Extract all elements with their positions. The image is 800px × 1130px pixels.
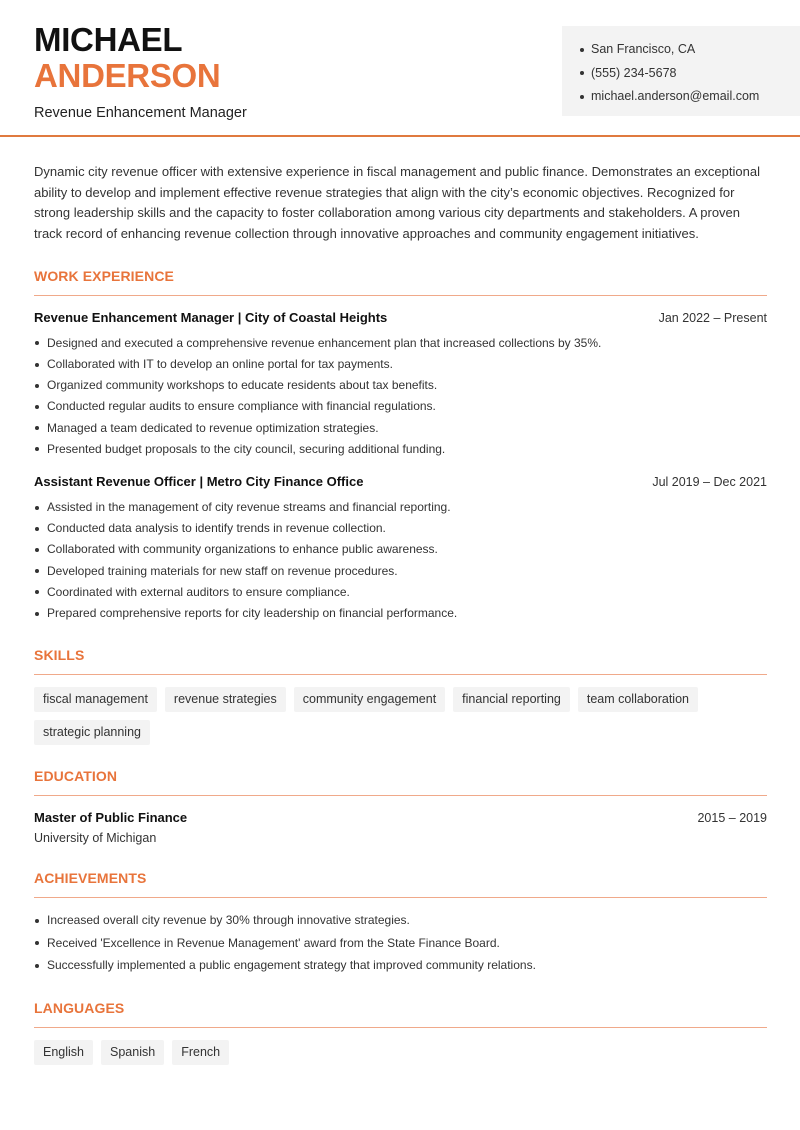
contact-email	[580, 85, 800, 109]
job-header	[34, 473, 767, 491]
contact-box	[562, 26, 800, 116]
list-item	[34, 954, 767, 977]
list-item	[34, 603, 767, 624]
contact-phone	[580, 62, 800, 86]
bullet-icon	[35, 569, 39, 573]
list-item	[34, 354, 767, 375]
languages-tags	[34, 1040, 767, 1065]
bullet-icon	[580, 48, 584, 52]
achievements-list	[34, 909, 767, 977]
phone-text: (555) 234-5678	[591, 65, 677, 80]
bullet-icon	[35, 405, 39, 409]
bullet-icon	[35, 506, 39, 510]
section-title: ACHIEVEMENTS	[34, 869, 767, 898]
education-header	[34, 809, 767, 827]
bullet-icon	[35, 919, 39, 923]
section-title: LANGUAGES	[34, 999, 767, 1028]
education-section	[34, 767, 767, 847]
bullet-text: Conducted data analysis to identify trends in revenue collection.	[47, 521, 386, 536]
skill-tag: team collaboration	[578, 687, 698, 712]
list-item	[34, 439, 767, 460]
last-name: ANDERSON	[34, 57, 221, 94]
job-dates: Jan 2022 – Present	[658, 310, 767, 325]
bullet-text: Organized community workshops to educate residents about tax benefits.	[47, 378, 438, 393]
skills-section	[34, 646, 767, 745]
school: University of Michigan	[34, 831, 157, 846]
list-item	[34, 333, 767, 354]
bullet-text: Conducted regular audits to ensure compliance with financial regulations.	[47, 399, 436, 414]
skill-tag: fiscal management	[34, 687, 157, 712]
bullet-text: Designed and executed a comprehensive revenue enhancement plan that increased collections by 35%.	[47, 335, 602, 350]
job-role: Revenue Enhancement Manager | City of Coastal Heights	[34, 309, 388, 325]
section-title: SKILLS	[34, 646, 767, 675]
bullet-text: Assisted in the management of city revenue streams and financial reporting.	[47, 500, 451, 515]
summary: Dynamic city revenue officer with extensive experience in fiscal management and public finance. Demonstrates an exceptional ability to develop and implement effective revenue strategies that align with the city’s economic objectives. Recognized for strong leadership skills and the capacity to foster collaboration among various city departments and stakeholders. A proven track record of enhancing revenue collection through innovative approaches and community engagement initiatives.	[34, 164, 760, 242]
first-name: MICHAEL	[34, 21, 183, 58]
achievement-text: Successfully implemented a public engagement strategy that improved community relations.	[47, 958, 536, 973]
bullet-text: Collaborated with community organizations to enhance public awareness.	[47, 542, 438, 557]
achievement-text: Increased overall city revenue by 30% through innovative strategies.	[47, 913, 410, 928]
list-item	[34, 518, 767, 539]
bullet-text: Prepared comprehensive reports for city leadership on financial performance.	[47, 606, 458, 621]
section-title: WORK EXPERIENCE	[34, 267, 767, 296]
bullet-icon	[35, 964, 39, 968]
bullet-icon	[35, 426, 39, 430]
job-bullets	[34, 333, 767, 460]
job-dates: Jul 2019 – Dec 2021	[652, 475, 767, 490]
list-item	[34, 418, 767, 439]
bullet-icon	[35, 941, 39, 945]
education-dates: 2015 – 2019	[697, 811, 767, 826]
list-item	[34, 539, 767, 560]
language-tag: English	[34, 1040, 93, 1065]
list-item	[34, 932, 767, 955]
bullet-icon	[35, 548, 39, 552]
degree: Master of Public Finance	[34, 810, 188, 826]
bullet-text: Collaborated with IT to develop an online portal for tax payments.	[47, 357, 393, 372]
skill-tag: revenue strategies	[165, 687, 286, 712]
bullet-icon	[35, 447, 39, 451]
job-entry	[34, 309, 767, 460]
job-role: Assistant Revenue Officer | Metro City Finance Office	[34, 474, 364, 490]
skills-tags	[34, 687, 767, 745]
bullet-text: Presented budget proposals to the city council, securing additional funding.	[47, 441, 446, 456]
bullet-icon	[35, 590, 39, 594]
list-item	[34, 561, 767, 582]
skill-tag: strategic planning	[34, 720, 150, 745]
bullet-icon	[35, 363, 39, 367]
language-tag: French	[172, 1040, 229, 1065]
bullet-text: Coordinated with external auditors to ensure compliance.	[47, 584, 350, 599]
email-text: michael.anderson@email.com	[591, 89, 760, 103]
bullet-text: Managed a team dedicated to revenue optimization strategies.	[47, 420, 379, 435]
list-item	[34, 582, 767, 603]
skill-tag: community engagement	[294, 687, 445, 712]
bullet-icon	[580, 95, 584, 99]
education-entry	[34, 809, 767, 847]
bullet-icon	[35, 384, 39, 388]
list-item	[34, 909, 767, 932]
skill-tag: financial reporting	[453, 687, 570, 712]
work-experience-section	[34, 267, 767, 624]
list-item	[34, 375, 767, 396]
list-item	[34, 396, 767, 417]
bullet-icon	[35, 341, 39, 345]
achievement-text: Received 'Excellence in Revenue Management' award from the State Finance Board.	[47, 935, 500, 950]
job-entry	[34, 473, 767, 624]
bullet-icon	[35, 612, 39, 616]
resume-body	[34, 162, 767, 1065]
section-title: EDUCATION	[34, 767, 767, 796]
job-bullets	[34, 497, 767, 624]
contact-location	[580, 38, 800, 62]
job-title: Revenue Enhancement Manager	[34, 105, 247, 121]
list-item	[34, 497, 767, 518]
bullet-icon	[580, 71, 584, 75]
achievements-section	[34, 869, 767, 977]
resume-header	[0, 0, 800, 137]
location-text: San Francisco, CA	[591, 42, 696, 56]
bullet-icon	[35, 527, 39, 531]
bullet-text: Developed training materials for new staff on revenue procedures.	[47, 563, 398, 578]
language-tag: Spanish	[101, 1040, 164, 1065]
languages-section	[34, 999, 767, 1065]
name-block	[34, 22, 247, 122]
job-header	[34, 309, 767, 327]
